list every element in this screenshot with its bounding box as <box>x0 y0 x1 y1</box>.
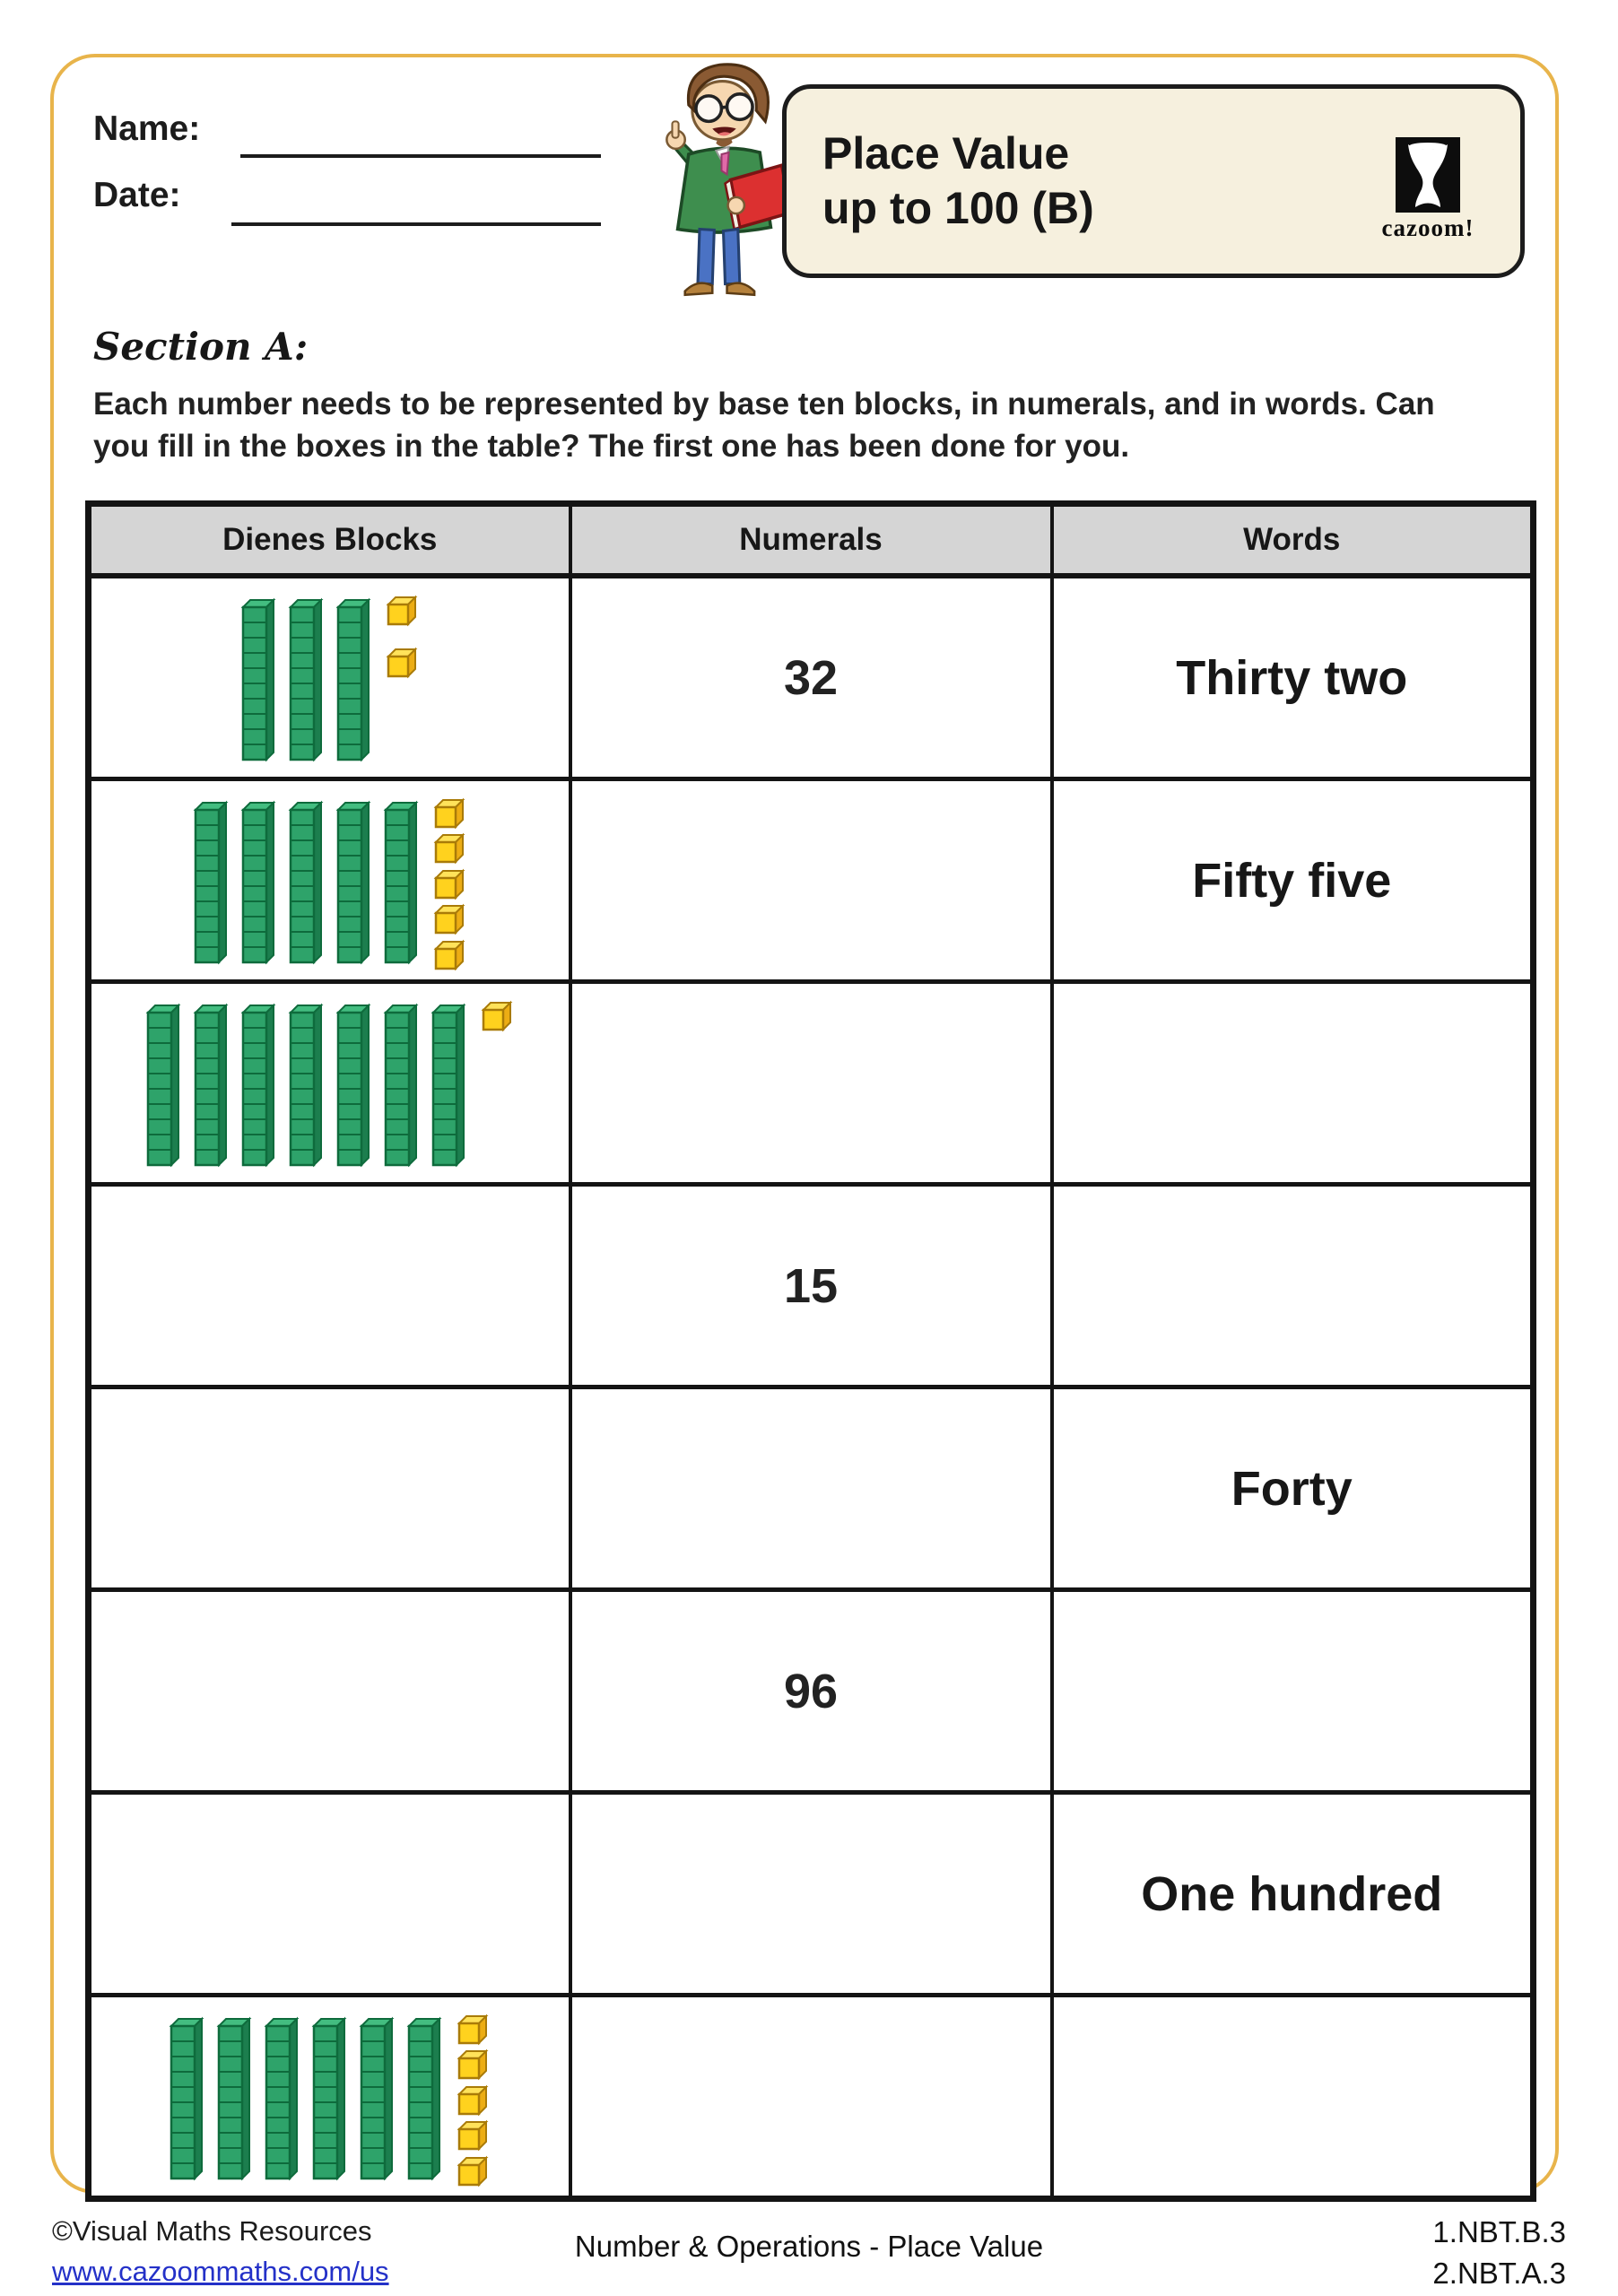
dienes-blocks-cell <box>89 779 570 982</box>
cazoom-logo-icon <box>1396 137 1460 213</box>
word-value: Fifty five <box>1192 853 1392 908</box>
tens-rods <box>145 998 466 1170</box>
standard-code-1: 1.NBT.B.3 <box>1432 2215 1566 2248</box>
col-header-words: Words <box>1052 504 1534 577</box>
unit-cube <box>433 937 467 971</box>
unit-cube <box>433 866 467 900</box>
words-cell <box>1052 1793 1534 1996</box>
table-row <box>89 779 1534 982</box>
tens-rods <box>193 796 419 968</box>
ten-rod <box>406 2012 442 2184</box>
dienes-blocks-cell <box>89 1590 570 1793</box>
unit-cube <box>386 645 420 679</box>
ten-rod <box>145 998 181 1170</box>
words-cell <box>1052 1590 1534 1793</box>
table-row <box>89 1185 1534 1387</box>
ten-rod <box>216 2012 252 2184</box>
unit-cube <box>457 2153 491 2187</box>
words-cell <box>1052 576 1534 779</box>
words-cell <box>1052 1996 1534 2199</box>
ten-rod <box>193 796 229 968</box>
worksheet-title: Place Value up to 100 (B) <box>822 128 1094 233</box>
footer-standards <box>1432 2212 1566 2294</box>
cazoom-logo <box>1379 137 1477 242</box>
numeral-value: 32 <box>783 650 839 705</box>
ten-rod <box>264 2012 300 2184</box>
unit-cube <box>457 2047 491 2081</box>
unit-cube <box>481 998 515 1032</box>
numerals-cell <box>570 576 1052 779</box>
unit-cube <box>457 2118 491 2152</box>
numerals-cell <box>570 1996 1052 2199</box>
unit-cube <box>457 2083 491 2117</box>
ten-rod <box>288 593 324 765</box>
unit-cube <box>433 901 467 935</box>
table-row <box>89 982 1534 1185</box>
ones-cubes <box>457 2012 491 2187</box>
ten-rod <box>311 2012 347 2184</box>
date-fill-line <box>231 222 601 226</box>
footer-topic: Number & Operations - Place Value <box>574 2230 1044 2263</box>
word-value: Thirty two <box>1176 650 1408 705</box>
ten-rod <box>169 2012 204 2184</box>
numerals-cell <box>570 1387 1052 1590</box>
cazoom-website-link[interactable]: www.cazoommaths.com/us <box>52 2255 389 2287</box>
words-cell <box>1052 1185 1534 1387</box>
ten-rod <box>240 998 276 1170</box>
dienes-blocks-group <box>92 993 568 1174</box>
ten-rod <box>335 593 371 765</box>
table-row <box>89 1996 1534 2199</box>
ones-cubes <box>481 998 515 1174</box>
col-header-numerals: Numerals <box>570 504 1052 577</box>
word-value: One hundred <box>1141 1866 1443 1921</box>
ten-rod <box>240 796 276 968</box>
dienes-blocks-group <box>92 587 568 769</box>
ten-rod <box>383 796 419 968</box>
dienes-blocks-cell <box>89 1387 570 1590</box>
dienes-blocks-group <box>92 790 568 971</box>
section-heading: Section A: <box>93 325 309 369</box>
numerals-cell <box>570 779 1052 982</box>
words-cell <box>1052 779 1534 982</box>
ten-rod <box>240 593 276 765</box>
dienes-blocks-cell <box>89 1793 570 1996</box>
title-box <box>782 84 1525 278</box>
ten-rod <box>335 998 371 1170</box>
table-row <box>89 1590 1534 1793</box>
words-cell <box>1052 1387 1534 1590</box>
tens-rods <box>240 593 371 765</box>
cazoom-logo-text: cazoom! <box>1381 214 1474 241</box>
place-value-table <box>85 500 1536 2202</box>
numeral-value: 96 <box>783 1664 839 1718</box>
copyright-text: ©Visual Maths Resources <box>52 2215 372 2247</box>
numeral-value: 15 <box>783 1258 839 1313</box>
dienes-blocks-cell <box>89 1185 570 1387</box>
numerals-cell <box>570 1793 1052 1996</box>
name-label: Name: <box>93 109 201 148</box>
dienes-blocks-cell <box>89 576 570 779</box>
unit-cube <box>433 796 467 830</box>
ten-rod <box>193 998 229 1170</box>
ten-rod <box>288 796 324 968</box>
name-fill-line <box>240 154 601 158</box>
word-value: Forty <box>1231 1461 1353 1516</box>
numerals-cell <box>570 982 1052 1185</box>
dienes-blocks-cell <box>89 982 570 1185</box>
ones-cubes <box>433 796 467 971</box>
numerals-cell <box>570 1185 1052 1387</box>
instructions-text: Each number needs to be represented by base ten blocks, in numerals, and in words. Can you fill in the boxes in the table? The first one has been done for you. <box>93 387 1435 464</box>
words-cell <box>1052 982 1534 1185</box>
table-row <box>89 1387 1534 1590</box>
unit-cube <box>457 2012 491 2046</box>
ten-rod <box>359 2012 395 2184</box>
numerals-cell <box>570 1590 1052 1793</box>
table-header-row <box>89 504 1534 577</box>
date-label: Date: <box>93 176 181 214</box>
table-row <box>89 1793 1534 1996</box>
unit-cube <box>433 831 467 865</box>
ones-cubes <box>386 593 420 769</box>
unit-cube <box>386 593 420 627</box>
dienes-blocks-group <box>92 2006 568 2187</box>
ten-rod <box>335 796 371 968</box>
tens-rods <box>169 2012 442 2184</box>
standard-code-2: 2.NBT.A.3 <box>1432 2257 1566 2291</box>
ten-rod <box>431 998 466 1170</box>
table-row <box>89 576 1534 779</box>
col-header-dienes-blocks: Dienes Blocks <box>89 504 570 577</box>
ten-rod <box>383 998 419 1170</box>
ten-rod <box>288 998 324 1170</box>
dienes-blocks-cell <box>89 1996 570 2199</box>
table-body <box>89 576 1534 2199</box>
